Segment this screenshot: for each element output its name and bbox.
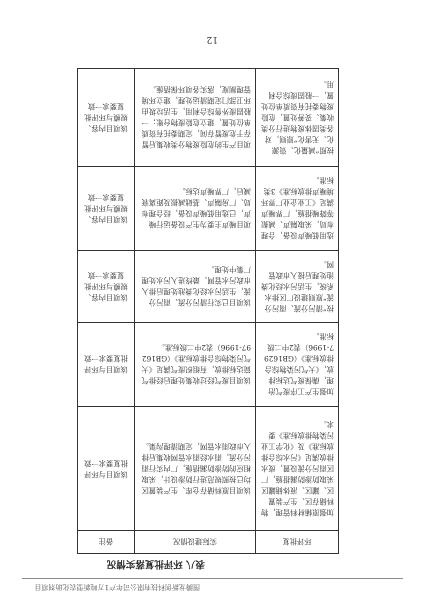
column-header: 实际建设情况 xyxy=(135,531,256,554)
actual-cell: 该项目废气经过收集处理后经排气筒达标排放，有组织废气满足《大气污染物综合排放标准》（GB16297-1996）表2中二级标准。 xyxy=(135,322,256,407)
running-header xyxy=(0,581,425,593)
actual-cell: 项目产生的危险废物分类收集后暂存于危废暂存间，定期委托有资质单位处置，建立危险废物台账；一般固废外售综合利用，生活垃圾由环卫部门定期清运处理，建立环境管理制度，落实各项环保措施。 xyxy=(135,69,256,167)
note-cell: 该项目内容、规模与环评批复要求一致 xyxy=(78,166,135,251)
note-cell: 该项目内容、规模与环评批复要求一致 xyxy=(78,69,135,167)
requirement-cell: 加强生产工序废气治理，确保废气达标排放，《大气污染物综合排放标准》（GB16297-1996）表2中二级标准。 xyxy=(256,322,339,407)
actual-cell: 项目噪声主要为生产设备运行噪声，已选用低噪声设备，经合理布局、厂房隔声、基础减振及距离衰减后，厂界噪声达标。 xyxy=(135,166,256,251)
requirement-cell: 按照“减量化、资源化、无害化”原则，对各类固体废物进行分类收集、妥善处置，危险废物委托有资质单位处置，一般固废综合利用。 xyxy=(256,69,339,167)
table-row xyxy=(78,69,339,167)
table-row xyxy=(78,407,339,531)
actual-cell: 该项目原料储存仓库、生产装置区均已按照规范进行防渗设计，采取相应的防渗防漏措施，厂内实行雨污分流，雨水经雨水管网收集后排入市政雨水管网，定期清理沟渠。 xyxy=(135,407,256,531)
requirement-cell: 加强原辅材料管理，物料储存区、生产装置区、罐区、液体储罐区采取防渗防漏措施，厂区雨污分流设置，废水排放满足《污水综合排放标准》及《化学工业污染物排放标准》要求。 xyxy=(256,407,339,531)
table-row xyxy=(78,251,339,322)
note-cell: 该项目与环评批复要求一致 xyxy=(78,407,135,531)
column-header: 备注 xyxy=(78,531,135,554)
page-number: 12 xyxy=(206,34,218,44)
note-cell: 该项目内容、规模与环评批复要求一致 xyxy=(78,251,135,322)
requirement-cell: 按“清污分流、雨污分流”原则建设厂区排水系统，生活污水经化粪池处理后接入市政管网。 xyxy=(256,251,339,322)
actual-cell: 该项目已实行清污分流、雨污分流，生活污水经化粪池处理后排入市政污水管网，最终进入污水处理厂集中处理。 xyxy=(135,251,256,322)
header-text: 图腾龙新创科技有限公司年产1万吨新型农化助剂项目 xyxy=(34,583,200,591)
table-header-row xyxy=(78,531,339,554)
table-row xyxy=(78,166,339,251)
note-cell: 该项目与环评批复要求一致 xyxy=(78,322,135,407)
header-rule xyxy=(22,578,403,579)
table-row xyxy=(78,322,339,407)
section-title: 表八 环评批复落实情况 xyxy=(106,558,205,569)
approval-table xyxy=(77,68,339,554)
requirement-cell: 选用低噪声设备，合理布局，采取隔声、减振等降噪措施，厂界噪声满足《工业企业厂界环境噪声排放标准》3类标准。 xyxy=(256,166,339,251)
column-header: 环评批复 xyxy=(256,531,339,554)
